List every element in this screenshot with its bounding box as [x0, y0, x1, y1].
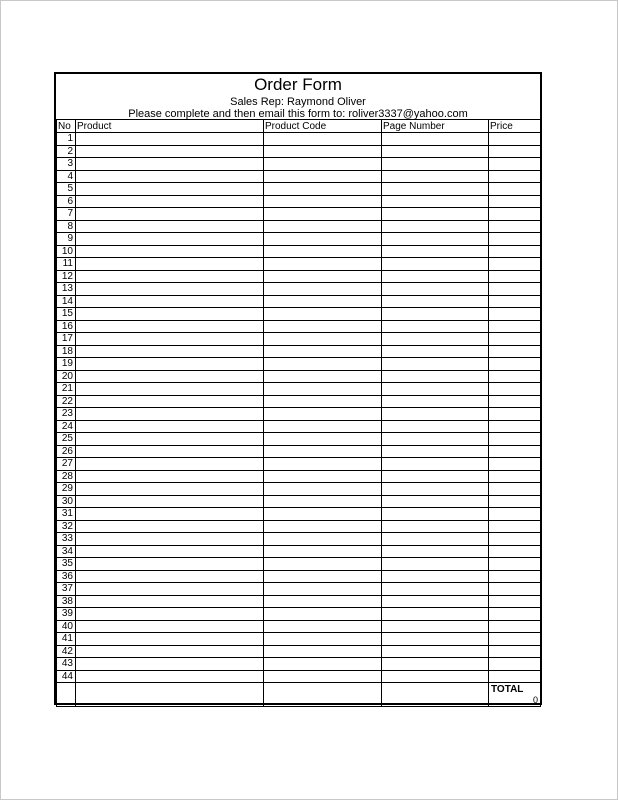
product-code-cell[interactable]	[264, 258, 382, 271]
table-row	[57, 433, 541, 446]
table-row	[57, 495, 541, 508]
price-cell[interactable]	[489, 633, 541, 646]
product-cell[interactable]	[76, 370, 264, 383]
page-number-cell[interactable]	[382, 383, 489, 396]
price-cell[interactable]	[489, 595, 541, 608]
table-row	[57, 220, 541, 233]
price-cell[interactable]	[489, 458, 541, 471]
page-number-cell[interactable]	[382, 658, 489, 671]
row-number: 32	[57, 520, 76, 533]
product-code-cell[interactable]	[264, 270, 382, 283]
product-cell[interactable]	[76, 220, 264, 233]
price-cell[interactable]	[489, 195, 541, 208]
row-number: 20	[57, 370, 76, 383]
row-number: 26	[57, 445, 76, 458]
product-cell[interactable]	[76, 633, 264, 646]
page-number-cell[interactable]	[382, 483, 489, 496]
page-number-cell[interactable]	[382, 458, 489, 471]
product-cell[interactable]	[76, 295, 264, 308]
product-code-cell[interactable]	[264, 495, 382, 508]
product-cell[interactable]	[76, 208, 264, 221]
header-product: Product	[76, 120, 264, 133]
product-cell[interactable]	[76, 433, 264, 446]
row-number: 9	[57, 233, 76, 246]
table-row	[57, 483, 541, 496]
product-code-cell[interactable]	[264, 658, 382, 671]
page-number-cell[interactable]	[382, 308, 489, 321]
price-cell[interactable]	[489, 570, 541, 583]
product-code-cell[interactable]	[264, 583, 382, 596]
product-cell[interactable]	[76, 608, 264, 621]
product-cell[interactable]	[76, 545, 264, 558]
product-code-cell[interactable]	[264, 608, 382, 621]
product-cell[interactable]	[76, 395, 264, 408]
product-code-cell[interactable]	[264, 545, 382, 558]
row-number: 3	[57, 158, 76, 171]
table-row	[57, 620, 541, 633]
row-number: 6	[57, 195, 76, 208]
price-cell[interactable]	[489, 145, 541, 158]
total-row	[57, 683, 541, 707]
table-row	[57, 158, 541, 171]
table-row	[57, 233, 541, 246]
product-code-cell[interactable]	[264, 420, 382, 433]
table-row	[57, 283, 541, 296]
page-number-cell[interactable]	[382, 645, 489, 658]
table-row	[57, 458, 541, 471]
price-cell[interactable]	[489, 170, 541, 183]
page-number-cell[interactable]	[382, 233, 489, 246]
product-code-cell[interactable]	[264, 395, 382, 408]
table-row	[57, 508, 541, 521]
price-cell[interactable]	[489, 283, 541, 296]
price-cell[interactable]	[489, 545, 541, 558]
price-cell[interactable]	[489, 558, 541, 571]
total-product-cell[interactable]	[76, 683, 264, 707]
sales-rep: Sales Rep: Raymond Oliver	[230, 96, 366, 108]
product-code-cell[interactable]	[264, 345, 382, 358]
product-cell[interactable]	[76, 270, 264, 283]
page-number-cell[interactable]	[382, 245, 489, 258]
row-number: 42	[57, 645, 76, 658]
page-number-cell[interactable]	[382, 270, 489, 283]
page-number-cell[interactable]	[382, 195, 489, 208]
price-cell[interactable]	[489, 520, 541, 533]
product-code-cell[interactable]	[264, 283, 382, 296]
price-cell[interactable]	[489, 320, 541, 333]
product-cell[interactable]	[76, 483, 264, 496]
page-number-cell[interactable]	[382, 595, 489, 608]
price-cell[interactable]	[489, 183, 541, 196]
row-number: 43	[57, 658, 76, 671]
table-row	[57, 270, 541, 283]
product-code-cell[interactable]	[264, 670, 382, 683]
page-number-cell[interactable]	[382, 170, 489, 183]
product-code-cell[interactable]	[264, 458, 382, 471]
product-code-cell[interactable]	[264, 133, 382, 146]
price-cell[interactable]	[489, 358, 541, 371]
product-cell[interactable]	[76, 158, 264, 171]
price-cell[interactable]	[489, 445, 541, 458]
row-number: 36	[57, 570, 76, 583]
row-number: 22	[57, 395, 76, 408]
table-row	[57, 195, 541, 208]
price-cell[interactable]	[489, 258, 541, 271]
product-cell[interactable]	[76, 595, 264, 608]
product-cell[interactable]	[76, 470, 264, 483]
price-cell[interactable]	[489, 670, 541, 683]
product-cell[interactable]	[76, 533, 264, 546]
product-cell[interactable]	[76, 658, 264, 671]
product-code-cell[interactable]	[264, 633, 382, 646]
row-number: 23	[57, 408, 76, 421]
total-code-cell[interactable]	[264, 683, 382, 707]
table-row	[57, 608, 541, 621]
page-number-cell[interactable]	[382, 445, 489, 458]
product-cell[interactable]	[76, 645, 264, 658]
row-number: 12	[57, 270, 76, 283]
product-cell[interactable]	[76, 670, 264, 683]
product-cell[interactable]	[76, 520, 264, 533]
page-number-cell[interactable]	[382, 558, 489, 571]
price-cell[interactable]	[489, 620, 541, 633]
table-row	[57, 420, 541, 433]
table-row	[57, 583, 541, 596]
table-row	[57, 395, 541, 408]
table-row	[57, 408, 541, 421]
price-cell[interactable]	[489, 158, 541, 171]
product-cell[interactable]	[76, 333, 264, 346]
product-cell[interactable]	[76, 195, 264, 208]
table-row	[57, 445, 541, 458]
row-number: 21	[57, 383, 76, 396]
row-number: 5	[57, 183, 76, 196]
product-code-cell[interactable]	[264, 508, 382, 521]
page-number-cell[interactable]	[382, 520, 489, 533]
row-number: 31	[57, 508, 76, 521]
page-number-cell[interactable]	[382, 370, 489, 383]
table-row	[57, 308, 541, 321]
page-number-cell[interactable]	[382, 608, 489, 621]
table-row	[57, 520, 541, 533]
table-row	[57, 345, 541, 358]
price-cell[interactable]	[489, 583, 541, 596]
total-label: TOTAL	[491, 684, 524, 695]
page-number-cell[interactable]	[382, 320, 489, 333]
product-code-cell[interactable]	[264, 208, 382, 221]
row-number: 34	[57, 545, 76, 558]
row-number: 11	[57, 258, 76, 271]
row-number: 39	[57, 608, 76, 621]
page-number-cell[interactable]	[382, 620, 489, 633]
product-cell[interactable]	[76, 320, 264, 333]
form-title: Order Form	[254, 75, 342, 94]
product-code-cell[interactable]	[264, 620, 382, 633]
price-cell[interactable]	[489, 133, 541, 146]
page-number-cell[interactable]	[382, 183, 489, 196]
row-number: 17	[57, 333, 76, 346]
page-number-cell[interactable]	[382, 158, 489, 171]
product-code-cell[interactable]	[264, 195, 382, 208]
table-row	[57, 320, 541, 333]
row-number: 40	[57, 620, 76, 633]
price-cell[interactable]	[489, 495, 541, 508]
total-value: 0	[532, 695, 538, 705]
product-code-cell[interactable]	[264, 358, 382, 371]
table-row	[57, 145, 541, 158]
page-number-cell[interactable]	[382, 495, 489, 508]
page-number-cell[interactable]	[382, 295, 489, 308]
product-cell[interactable]	[76, 258, 264, 271]
row-number: 4	[57, 170, 76, 183]
page-number-cell[interactable]	[382, 583, 489, 596]
row-number: 19	[57, 358, 76, 371]
table-row	[57, 183, 541, 196]
product-cell[interactable]	[76, 145, 264, 158]
product-cell[interactable]	[76, 383, 264, 396]
product-code-cell[interactable]	[264, 158, 382, 171]
product-cell[interactable]	[76, 583, 264, 596]
product-cell[interactable]	[76, 558, 264, 571]
product-code-cell[interactable]	[264, 333, 382, 346]
product-code-cell[interactable]	[264, 233, 382, 246]
row-number: 27	[57, 458, 76, 471]
product-cell[interactable]	[76, 183, 264, 196]
price-cell[interactable]	[489, 220, 541, 233]
table-row	[57, 470, 541, 483]
price-cell[interactable]	[489, 608, 541, 621]
product-cell[interactable]	[76, 170, 264, 183]
price-cell[interactable]	[489, 533, 541, 546]
price-cell[interactable]	[489, 345, 541, 358]
price-cell[interactable]	[489, 208, 541, 221]
product-code-cell[interactable]	[264, 245, 382, 258]
product-code-cell[interactable]	[264, 408, 382, 421]
product-cell[interactable]	[76, 570, 264, 583]
price-cell[interactable]	[489, 308, 541, 321]
table-row	[57, 645, 541, 658]
price-cell[interactable]	[489, 645, 541, 658]
price-cell[interactable]	[489, 295, 541, 308]
product-code-cell[interactable]	[264, 183, 382, 196]
product-code-cell[interactable]	[264, 483, 382, 496]
price-cell[interactable]	[489, 383, 541, 396]
price-cell[interactable]	[489, 433, 541, 446]
total-price-cell[interactable]	[489, 683, 541, 707]
product-cell[interactable]	[76, 133, 264, 146]
price-cell[interactable]	[489, 420, 541, 433]
table-row	[57, 633, 541, 646]
product-cell[interactable]	[76, 233, 264, 246]
total-no-cell	[57, 683, 76, 707]
page-number-cell[interactable]	[382, 220, 489, 233]
price-cell[interactable]	[489, 483, 541, 496]
product-code-cell[interactable]	[264, 645, 382, 658]
table-row	[57, 533, 541, 546]
table-row	[57, 295, 541, 308]
row-number: 1	[57, 133, 76, 146]
product-cell[interactable]	[76, 358, 264, 371]
page-number-cell[interactable]	[382, 545, 489, 558]
row-number: 8	[57, 220, 76, 233]
row-number: 35	[57, 558, 76, 571]
price-cell[interactable]	[489, 370, 541, 383]
page-number-cell[interactable]	[382, 570, 489, 583]
product-cell[interactable]	[76, 620, 264, 633]
row-number: 41	[57, 633, 76, 646]
row-number: 38	[57, 595, 76, 608]
product-code-cell[interactable]	[264, 295, 382, 308]
row-number: 33	[57, 533, 76, 546]
row-number: 30	[57, 495, 76, 508]
row-number: 2	[57, 145, 76, 158]
page-number-cell[interactable]	[382, 208, 489, 221]
order-table	[56, 119, 541, 707]
page-number-cell[interactable]	[382, 258, 489, 271]
product-code-cell[interactable]	[264, 370, 382, 383]
total-page-cell[interactable]	[382, 683, 489, 707]
product-cell[interactable]	[76, 308, 264, 321]
product-code-cell[interactable]	[264, 145, 382, 158]
instructions: Please complete and then email this form to: roliver3337@yahoo.com	[128, 108, 468, 120]
page-number-cell[interactable]	[382, 395, 489, 408]
page-number-cell[interactable]	[382, 533, 489, 546]
row-number: 15	[57, 308, 76, 321]
product-cell[interactable]	[76, 495, 264, 508]
product-cell[interactable]	[76, 345, 264, 358]
table-row	[57, 333, 541, 346]
row-number: 10	[57, 245, 76, 258]
table-row	[57, 245, 541, 258]
row-number: 28	[57, 470, 76, 483]
product-cell[interactable]	[76, 458, 264, 471]
page-number-cell[interactable]	[382, 508, 489, 521]
row-number: 25	[57, 433, 76, 446]
table-row	[57, 670, 541, 683]
order-form	[54, 72, 542, 705]
header-price: Price	[489, 120, 541, 133]
price-cell[interactable]	[489, 233, 541, 246]
row-number: 14	[57, 295, 76, 308]
page-number-cell[interactable]	[382, 145, 489, 158]
table-row	[57, 595, 541, 608]
page-number-cell[interactable]	[382, 333, 489, 346]
product-code-cell[interactable]	[264, 445, 382, 458]
product-cell[interactable]	[76, 420, 264, 433]
page-number-cell[interactable]	[382, 633, 489, 646]
page-number-cell[interactable]	[382, 420, 489, 433]
product-code-cell[interactable]	[264, 558, 382, 571]
product-code-cell[interactable]	[264, 308, 382, 321]
row-number: 24	[57, 420, 76, 433]
product-code-cell[interactable]	[264, 170, 382, 183]
product-cell[interactable]	[76, 408, 264, 421]
header-page-number: Page Number	[382, 120, 489, 133]
table-row	[57, 133, 541, 146]
table-row	[57, 370, 541, 383]
price-cell[interactable]	[489, 245, 541, 258]
product-code-cell[interactable]	[264, 470, 382, 483]
product-code-cell[interactable]	[264, 595, 382, 608]
row-number: 16	[57, 320, 76, 333]
price-cell[interactable]	[489, 408, 541, 421]
table-row	[57, 658, 541, 671]
price-cell[interactable]	[489, 508, 541, 521]
page-number-cell[interactable]	[382, 345, 489, 358]
product-code-cell[interactable]	[264, 383, 382, 396]
page-number-cell[interactable]	[382, 433, 489, 446]
page-number-cell[interactable]	[382, 470, 489, 483]
table-row	[57, 383, 541, 396]
row-number: 13	[57, 283, 76, 296]
header-product-code: Product Code	[264, 120, 382, 133]
table-row	[57, 570, 541, 583]
table-row	[57, 558, 541, 571]
header-row	[57, 120, 541, 133]
product-code-cell[interactable]	[264, 220, 382, 233]
product-code-cell[interactable]	[264, 320, 382, 333]
row-number: 18	[57, 345, 76, 358]
page-number-cell[interactable]	[382, 358, 489, 371]
row-number: 7	[57, 208, 76, 221]
price-cell[interactable]	[489, 395, 541, 408]
price-cell[interactable]	[489, 470, 541, 483]
product-cell[interactable]	[76, 245, 264, 258]
table-row	[57, 545, 541, 558]
table-row	[57, 258, 541, 271]
price-cell[interactable]	[489, 270, 541, 283]
product-cell[interactable]	[76, 445, 264, 458]
price-cell[interactable]	[489, 658, 541, 671]
product-cell[interactable]	[76, 508, 264, 521]
page-number-cell[interactable]	[382, 408, 489, 421]
product-code-cell[interactable]	[264, 533, 382, 546]
page-number-cell[interactable]	[382, 133, 489, 146]
row-number: 44	[57, 670, 76, 683]
product-code-cell[interactable]	[264, 570, 382, 583]
table-row	[57, 208, 541, 221]
price-cell[interactable]	[489, 333, 541, 346]
product-code-cell[interactable]	[264, 520, 382, 533]
table-row	[57, 170, 541, 183]
page-number-cell[interactable]	[382, 670, 489, 683]
row-number: 29	[57, 483, 76, 496]
table-row	[57, 358, 541, 371]
header-no: No	[57, 120, 76, 133]
product-cell[interactable]	[76, 283, 264, 296]
row-number: 37	[57, 583, 76, 596]
product-code-cell[interactable]	[264, 433, 382, 446]
page-number-cell[interactable]	[382, 283, 489, 296]
